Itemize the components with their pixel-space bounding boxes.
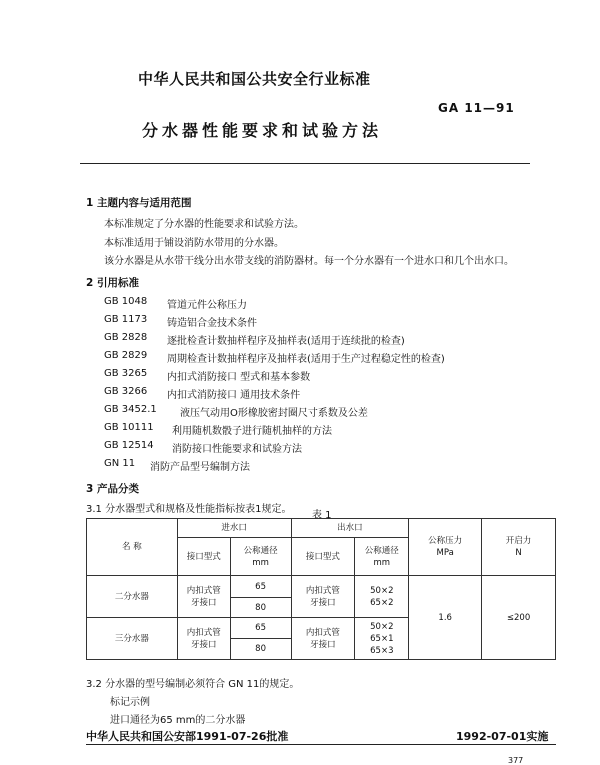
reference-title: 内扣式消防接口 型式和基本参数 [167,372,311,383]
joint-line: 内扣式管 [186,585,221,596]
outlet-joint [291,576,355,618]
effective-date: 1992-07-01实施 [456,730,549,743]
standard-code: GA 11—91 [438,101,515,115]
header-pressure [409,519,482,576]
row-name: 二分水器 [87,576,178,618]
reference-title: 内扣式消防接口 通用技术条件 [167,390,301,401]
header-inlet: 进水口 [177,519,291,538]
header-outlet: 出水口 [291,519,409,538]
reference-code: GB 10111 [104,422,154,433]
header-open-force-unit: N [515,548,522,558]
reference-title: 逐批检查计数抽样程序及抽样表(适用于连续批的检查) [167,336,405,347]
section-3-heading: 3 产品分类 [86,483,139,495]
header-inlet-diameter [230,538,291,576]
reference-code: GB 1048 [104,296,148,307]
footer-divider [86,744,556,745]
outlet-diameter-value: 65×2 [370,597,394,608]
reference-title: 消防产品型号编制方法 [150,462,250,473]
reference-code: GN 11 [104,458,136,469]
document-title: 分水器性能要求和试验方法 [142,121,383,140]
outlet-diameter-value: 65×1 [370,633,394,644]
reference-code: GB 3265 [104,368,148,379]
row-name: 三分水器 [87,618,178,660]
header-pressure-label: 公称压力 [428,536,463,546]
section-1-line: 本标准规定了分水器的性能要求和试验方法。 [104,219,304,230]
header-name: 名 称 [87,519,178,576]
approval-date: 中华人民共和国公安部1991-07-26批准 [86,730,289,743]
header-open-force-label: 开启力 [505,536,532,546]
outlet-diameter-value: 50×2 [370,585,394,596]
reference-code: GB 1173 [104,314,148,325]
inlet-joint [177,618,230,660]
header-pressure-unit: MPa [436,548,454,558]
joint-line: 牙接口 [310,639,336,650]
pressure-value: 1.6 [409,576,482,660]
joint-line: 牙接口 [190,639,217,650]
joint-line: 内扣式管 [305,627,340,638]
outlet-diameter [355,618,409,660]
open-force-value: ≤200 [482,576,556,660]
header-open-force [482,519,556,576]
inlet-diameter: 65 [230,576,291,598]
section-2-heading: 2 引用标准 [86,277,139,289]
joint-line: 内扣式管 [186,627,221,638]
header-outlet-diameter [355,538,409,576]
reference-title: 消防接口性能要求和试验方法 [172,444,302,455]
inlet-diameter: 80 [230,598,291,618]
standard-category-heading: 中华人民共和国公共安全行业标准 [138,70,371,88]
example-label: 标记示例 [110,697,150,708]
reference-code: GB 12514 [104,440,154,451]
clause-3-2: 3.2 分水器的型号编制必须符合 GN 11的规定。 [86,679,300,690]
header-diameter-unit: mm [252,557,269,568]
header-diameter-label: 公称通径 [243,545,278,556]
reference-title: 液压气动用O形橡胶密封圈尺寸系数及公差 [180,408,368,419]
section-1-line: 本标准适用于铺设消防水带用的分水器。 [104,238,284,249]
section-1-line: 该分水器是从水带干线分出水带支线的消防器材。每一个分水器有一个进水口和几个出水口。 [104,256,514,267]
reference-title: 管道元件公称压力 [167,300,247,311]
reference-code: GB 3266 [104,386,148,397]
header-outlet-joint: 接口型式 [291,538,355,576]
outlet-diameter [355,576,409,618]
example-text: 进口通径为65 mm的二分水器 [110,715,246,726]
outlet-diameter-value: 65×3 [370,645,394,656]
reference-title: 铸造铝合金技术条件 [167,318,257,329]
reference-code: GB 2828 [104,332,148,343]
reference-title: 周期检查计数抽样程序及抽样表(适用于生产过程稳定性的检查) [167,354,445,365]
reference-code: GB 3452.1 [104,404,157,415]
joint-line: 牙接口 [190,597,217,608]
inlet-joint [177,576,230,618]
header-diameter-unit: mm [373,557,391,568]
inlet-diameter: 80 [230,639,291,660]
inlet-diameter: 65 [230,618,291,639]
joint-line: 内扣式管 [305,585,340,596]
page-number: 377 [508,756,524,765]
section-1-heading: 1 主题内容与适用范围 [86,197,192,209]
spec-table [86,518,556,660]
clause-3-1: 3.1 分水器型式和规格及性能指标按表1规定。 [86,504,292,515]
outlet-joint [291,618,355,660]
header-divider [80,163,530,164]
outlet-diameter-value: 50×2 [370,621,394,632]
reference-title: 利用随机数骰子进行随机抽样的方法 [172,426,332,437]
reference-code: GB 2829 [104,350,148,361]
table-caption: 表 1 [312,510,332,521]
header-inlet-joint: 接口型式 [177,538,230,576]
header-diameter-label: 公称通径 [364,545,399,556]
joint-line: 牙接口 [310,597,336,608]
